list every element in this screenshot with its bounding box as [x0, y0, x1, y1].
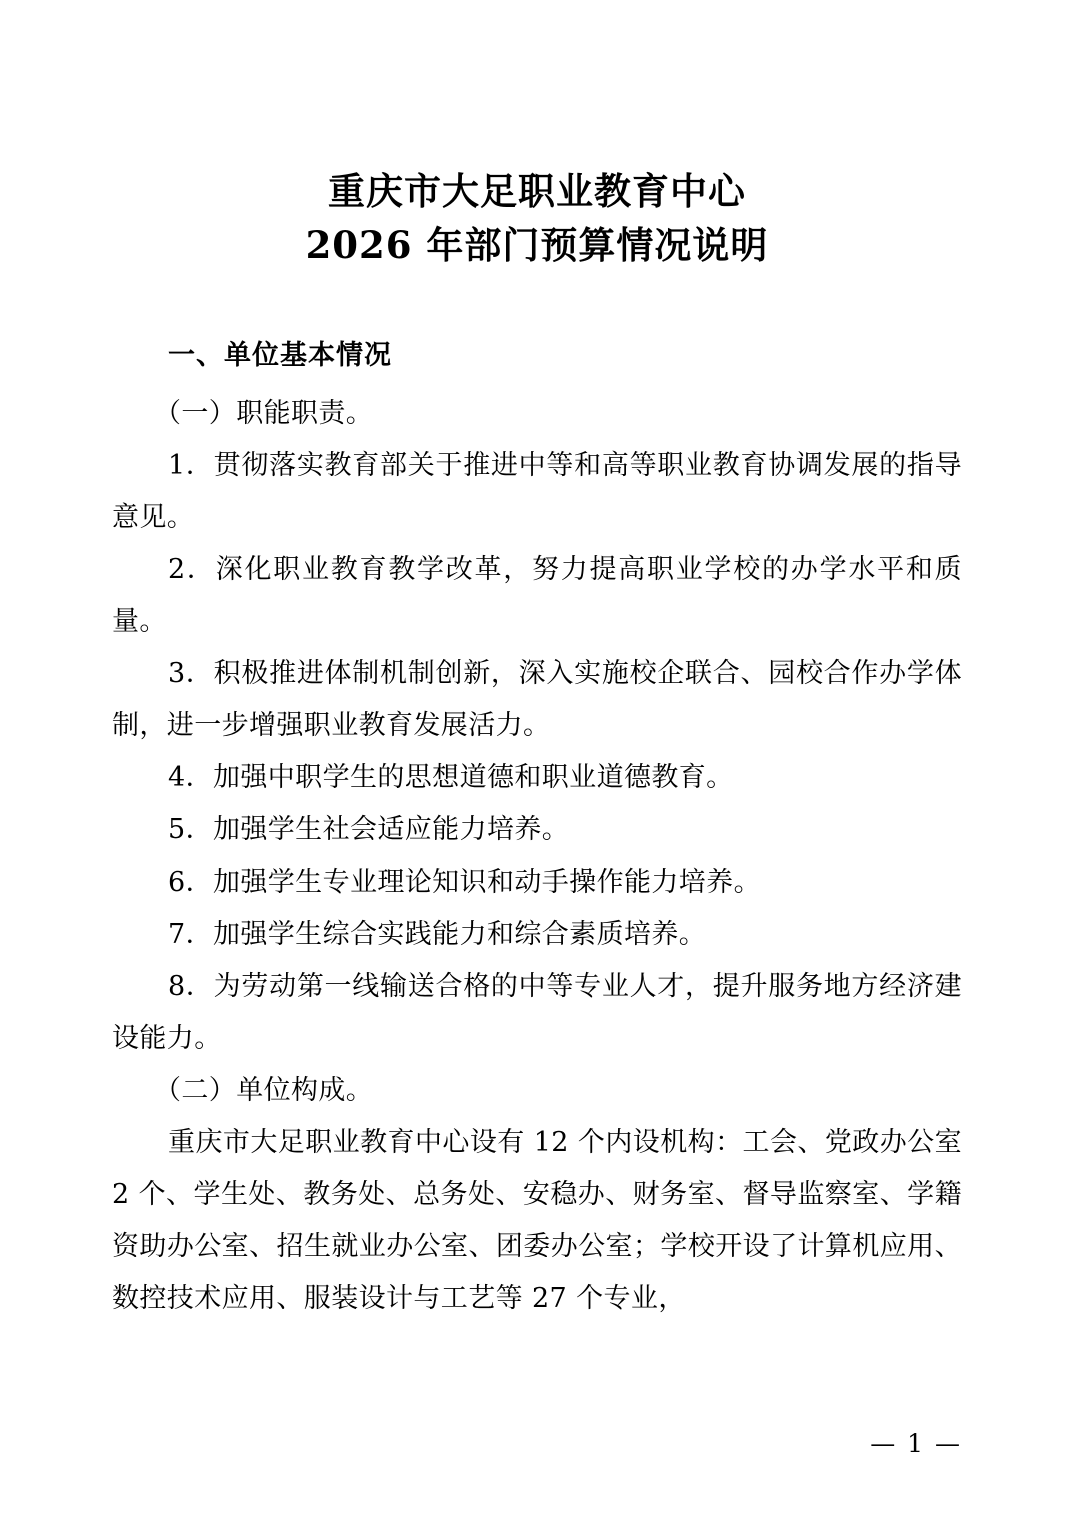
duty-item-8: 8．为劳动第一线输送合格的中等专业人才，提升服务地方经济建设能力。	[112, 970, 962, 1054]
page-number: — 1 —	[870, 1429, 962, 1458]
duty-item-5: 5．加强学生社会适应能力培养。	[168, 814, 570, 846]
title-line-1: 重庆市大足职业教育中心	[328, 169, 746, 213]
subsection-heading-duties: （一）职能职责。	[154, 397, 374, 429]
duty-item-6: 6．加强学生专业理论知识和动手操作能力培养。	[168, 866, 761, 898]
duty-item-3: 3．积极推进体制机制创新，深入实施校企联合、园校合作办学体制，进一步增强职业教育发展活力。	[112, 658, 962, 742]
duty-item-1: 1．贯彻落实教育部关于推进中等和高等职业教育协调发展的指导意见。	[112, 449, 962, 533]
composition-paragraph: 重庆市大足职业教育中心设有 12 个内设机构：工会、党政办公室 2 个、学生处、教务处、总务处、安稳办、财务室、督导监察室、学籍资助办公室、招生就业办公室、团委办公室；学校开设了计算机应用、数控技术应用、服装设计与工艺等 27 个专业，	[112, 1127, 962, 1315]
duty-item-7: 7．加强学生综合实践能力和综合素质培养。	[168, 918, 707, 950]
duty-item-4: 4．加强中职学生的思想道德和职业道德教育。	[168, 762, 734, 794]
section-heading-basic-info: 一、单位基本情况	[168, 340, 392, 372]
title-line-2: 2026 年部门预算情况说明	[305, 222, 769, 267]
subsection-heading-composition: （二）单位构成。	[154, 1075, 374, 1106]
page-title	[112, 165, 962, 272]
duty-item-2: 2．深化职业教育教学改革，努力提高职业学校的办学水平和质量。	[112, 553, 962, 638]
